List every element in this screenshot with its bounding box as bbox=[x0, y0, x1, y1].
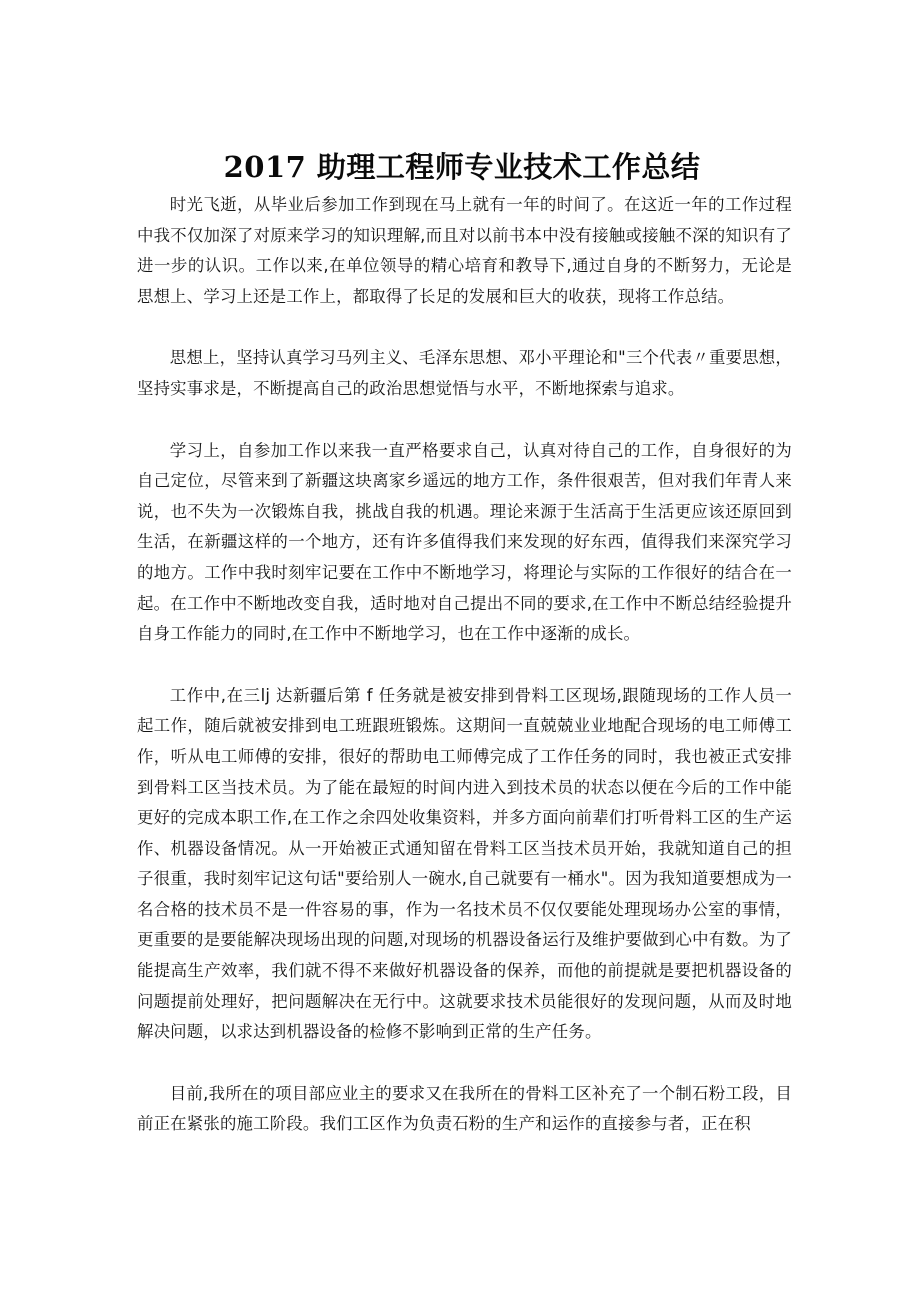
paragraph-study: 学习上，自参加工作以来我一直严格要求自己，认真对待自己的工作，自身很好的为自己定位，尽管来到了新疆这块离家乡遥远的地方工作，条件很艰苦，但对我们年青人来说，也不失为一次锻炼自我，挑战自我的机遇。理论来源于生活高于生活更应该还原回到生活，在新疆这样的一个地方，还有许多值得我们来发现的好东西，值得我们来深究学习的地方。工作中我时刻牢记要在工作中不断地学习，将理论与实际的工作很好的结合在一起。在工作中不断地改变自我，适时地对自己提出不同的要求,在工作中不断总结经验提升自身工作能力的同时,在工作中不断地学习，也在工作中逐渐的成长。 bbox=[137, 440, 792, 644]
paragraph-current: 目前,我所在的项目部应业主的要求又在我所在的骨料工区补充了一个制石粉工段，目前正在紧张的施工阶段。我们工区作为负责石粉的生产和运作的直接参与者，正在积 bbox=[137, 1083, 792, 1134]
paragraph-thought: 思想上，坚持认真学习马列主义、毛泽东思想、邓小平理论和"三个代表〃重要思想，坚持实事求是，不断提高自己的政治思想觉悟与水平，不断地探索与追求。 bbox=[137, 348, 792, 398]
document-title: 2017 助理工程师专业技术工作总结 bbox=[223, 150, 701, 185]
document-body bbox=[137, 190, 792, 1171]
paragraph-intro: 时光飞逝，从毕业后参加工作到现在马上就有一年的时间了。在这近一年的工作过程中我不仅加深了对原来学习的知识理解,而且对以前书本中没有接触或接触不深的知识有了进一步的认识。工作以来,在单位领导的精心培育和教导下,通过自身的不断努力，无论是思想上、学习上还是工作上，都取得了长足的发展和巨大的收获，现将工作总结。 bbox=[137, 195, 792, 306]
paragraph-work: 工作中,在三lj 达新疆后第 f 任务就是被安排到骨料工区现场,跟随现场的工作人员一起工作，随后就被安排到电工班跟班锻炼。这期间一直兢兢业业地配合现场的电工师傅工作，听从电工师傅的安排，很好的帮助电工师傅完成了工作任务的同时，我也被正式安排到骨料工区当技术员。为了能在最短的时间内进入到技术员的状态以便在今后的工作中能更好的完成本职工作,在工作之余四处收集资料，并多方面向前辈们打听骨料工区的生产运作、机器设备情况。从一开始被正式通知留在骨料工区当技术员开始，我就知道自己的担子很重，我时刻牢记这句话"要给别人一碗水,自己就要有一桶水"。因为我知道要想成为一名合格的技术员不是一件容易的事，作为一名技术员不仅仅要能处理现场办公室的事情，更重要的是要能解决现场出现的问题,对现场的机器设备运行及维护要做到心中有数。为了能提高生产效率，我们就不得不来做好机器设备的保养，而他的前提就是要把机器设备的问题提前处理好，把问题解决在无行中。这就要求技术员能很好的发现问题，从而及时地解决问题，以求达到机器设备的检修不影响到正常的生产任务。 bbox=[137, 685, 792, 1042]
